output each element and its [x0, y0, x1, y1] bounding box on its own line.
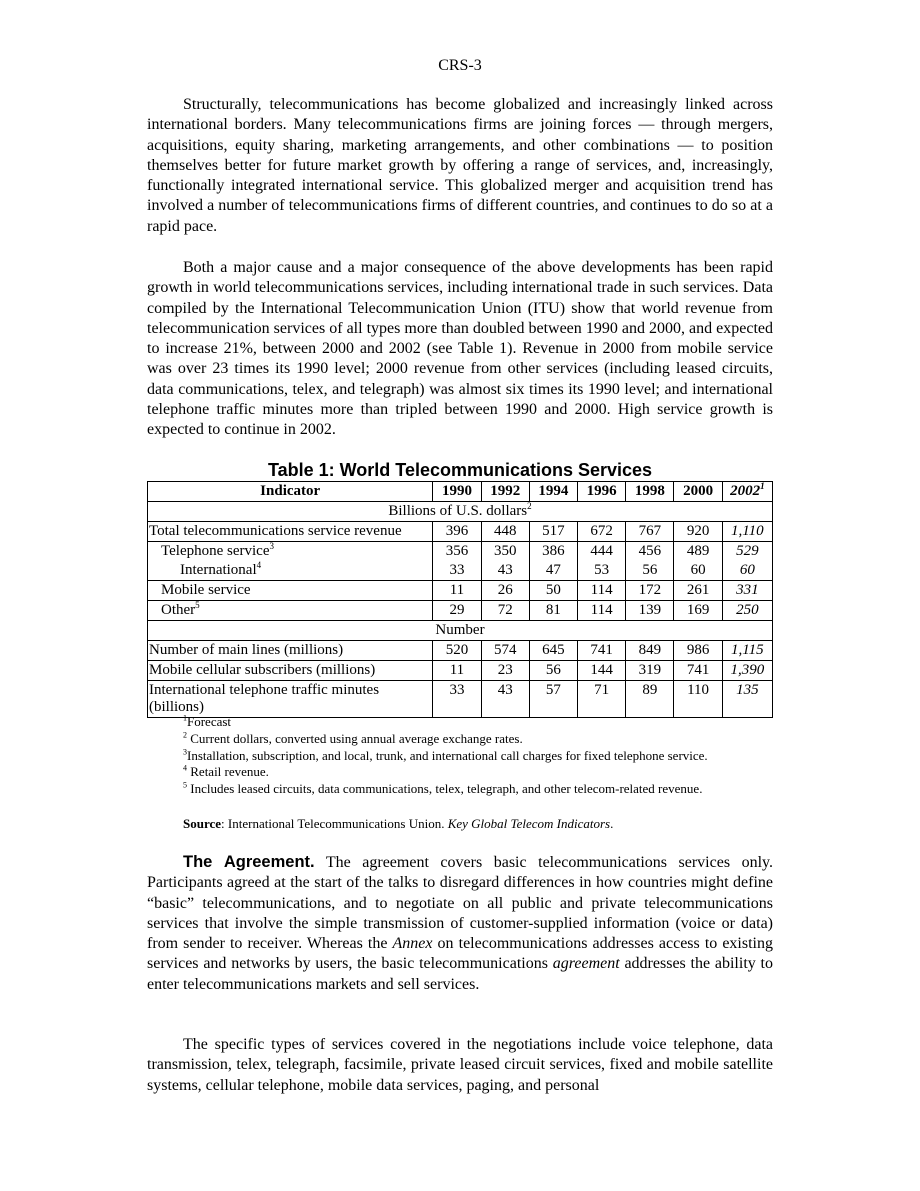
- column-header-year: 1990: [433, 482, 481, 502]
- section-label-number: Number: [148, 621, 773, 641]
- table-cell: 26: [481, 581, 529, 601]
- table-cell: 489: [674, 542, 722, 562]
- footnote: $^1$Forecast: [183, 713, 232, 729]
- paragraph-globalization: Structurally, telecommunications has become globalized and increasingly linked across international borders. Many telecommunications firms are joining forces — through mergers, acquisitions, equity sharing, marketing arrangements, and other combinations — to position themselves better for future market growth by offering a range of services, and, increasingly, functionally integrated international service. This globalized merger and acquisition trend has involved a number of telecommunications firms of different countries, and continues to do so at a rapid pace.: [147, 96, 773, 235]
- table-cell: 60: [674, 561, 722, 581]
- row-label: Mobile service: [148, 581, 433, 601]
- forecast-cell: 529: [722, 542, 772, 562]
- forecast-cell: 1,390: [722, 661, 772, 681]
- table-cell: 56: [626, 561, 674, 581]
- table-cell: 139: [626, 601, 674, 621]
- table-cell: 33: [433, 681, 481, 718]
- table-header-row: [148, 482, 773, 502]
- table-row: [148, 561, 773, 581]
- table-cell: 57: [529, 681, 577, 718]
- paragraph-agreement: The Agreement. The agreement covers basic telecommunications services only. Participants agreed at the start of the talks to disregard differences in how countries might define “basic” telecommunications, and to negotiate on all public and private telecommunications services that involve the simple transmission of customer-supplied information (voice or data) from sender to receiver. Whereas the Annex on telecommunications addresses access to existing services and networks by users, the basic telecommunications agreement addresses the ability to enter telecommunications markets and sell services.: [147, 853, 773, 993]
- row-label: Total telecommunications service revenue: [148, 522, 433, 542]
- table-cell: 986: [674, 641, 722, 661]
- table-cell: 11: [433, 661, 481, 681]
- table-cell: 53: [578, 561, 626, 581]
- table-cell: 56: [529, 661, 577, 681]
- table-cell: 319: [626, 661, 674, 681]
- forecast-cell: 331: [722, 581, 772, 601]
- row-label: Number of main lines (millions): [148, 641, 433, 661]
- agreement-heading: The Agreement.: [183, 853, 315, 871]
- footnote: $^2$ Current dollars, converted using annual average exchange rates.: [183, 730, 523, 746]
- telecom-services-table: [147, 481, 773, 718]
- table-cell: 456: [626, 542, 674, 562]
- table-cell: 43: [481, 681, 529, 718]
- footnote: $^4$ Retail revenue.: [183, 764, 269, 780]
- table-cell: 71: [578, 681, 626, 718]
- table-title: Table 1: World Telecommunications Services: [267, 460, 653, 480]
- table-row: [148, 681, 773, 718]
- table-cell: 81: [529, 601, 577, 621]
- table-cell: 172: [626, 581, 674, 601]
- row-label: International$^4$: [148, 561, 433, 581]
- table-cell: 72: [481, 601, 529, 621]
- table-row: [148, 641, 773, 661]
- table-row: [148, 581, 773, 601]
- table-cell: 448: [481, 522, 529, 542]
- table-cell: 520: [433, 641, 481, 661]
- footnote: $^3$Installation, subscription, and local, trunk, and international call charges for fixed telephone service.: [183, 747, 708, 763]
- table-footnotes: [183, 714, 783, 798]
- column-header-year: 1996: [578, 482, 626, 502]
- table-cell: 89: [626, 681, 674, 718]
- row-label: Mobile cellular subscribers (millions): [148, 661, 433, 681]
- forecast-cell: 1,115: [722, 641, 772, 661]
- table-row: [148, 522, 773, 542]
- forecast-cell: 60: [722, 561, 772, 581]
- table-cell: 114: [578, 601, 626, 621]
- table-row: [148, 542, 773, 562]
- forecast-cell: 135: [722, 681, 772, 718]
- section-label-dollars: Billions of U.S. dollars$^2$: [148, 502, 773, 522]
- table-cell: 741: [578, 641, 626, 661]
- table-cell: 169: [674, 601, 722, 621]
- paragraph-growth: Both a major cause and a major consequence of the above developments has been rapid growth in world telecommunications services, including international trade in such services. Data compiled by the International Telecommunication Union (ITU) show that world revenue from telecommunication services of all types more than doubled between 1990 and 2000, and expected to increase 21%, between 2000 and 2002 (see Table 1). Revenue in 2000 from mobile service was over 23 times its 1990 level; 2000 revenue from other services (including leased circuits, data communications, telex, and telegraph) was almost six times its 1990 level; and international telephone traffic minutes more than tripled between 1990 and 2000. High service growth is expected to continue in 2002.: [147, 259, 773, 439]
- paragraph-service-types: The specific types of services covered in the negotiations include voice telephone, data transmission, telex, telegraph, facsimile, private leased circuit services, fixed and mobile satellite systems, cellular telephone, mobile data services, paging, and personal: [147, 1036, 773, 1094]
- table-cell: 444: [578, 542, 626, 562]
- row-label: International telephone traffic minutes (billions): [148, 681, 433, 718]
- column-header-year: 1992: [481, 482, 529, 502]
- table-cell: 43: [481, 561, 529, 581]
- table-cell: 23: [481, 661, 529, 681]
- page-number-header: CRS-3: [438, 57, 482, 74]
- table-cell: 50: [529, 581, 577, 601]
- table-cell: 33: [433, 561, 481, 581]
- table-cell: 110: [674, 681, 722, 718]
- table-cell: 741: [674, 661, 722, 681]
- table-cell: 396: [433, 522, 481, 542]
- table-cell: 144: [578, 661, 626, 681]
- table-cell: 47: [529, 561, 577, 581]
- table-cell: 767: [626, 522, 674, 542]
- table-row: [148, 661, 773, 681]
- forecast-cell: 250: [722, 601, 772, 621]
- row-label: Other$^5$: [148, 601, 433, 621]
- column-header-year: 1998: [626, 482, 674, 502]
- section-row-dollars: [148, 502, 773, 522]
- table-cell: 574: [481, 641, 529, 661]
- table-cell: 672: [578, 522, 626, 542]
- table-cell: 261: [674, 581, 722, 601]
- forecast-cell: 1,110: [722, 522, 772, 542]
- table-cell: 356: [433, 542, 481, 562]
- column-header-indicator: Indicator: [148, 482, 433, 502]
- row-label: Telephone service$^3$: [148, 542, 433, 562]
- table-cell: 29: [433, 601, 481, 621]
- table-cell: 114: [578, 581, 626, 601]
- table-cell: 350: [481, 542, 529, 562]
- table-source: Source: International Telecommunications Union. Key Global Telecom Indicators.: [183, 816, 614, 831]
- table-row: [148, 601, 773, 621]
- table-cell: 517: [529, 522, 577, 542]
- column-header-forecast-year: 2002$^1$: [722, 482, 772, 502]
- section-row-number: [148, 621, 773, 641]
- table-cell: 645: [529, 641, 577, 661]
- table-cell: 11: [433, 581, 481, 601]
- table-cell: 920: [674, 522, 722, 542]
- column-header-year: 1994: [529, 482, 577, 502]
- column-header-year: 2000: [674, 482, 722, 502]
- table-cell: 849: [626, 641, 674, 661]
- table-cell: 386: [529, 542, 577, 562]
- footnote: $^5$ Includes leased circuits, data communications, telex, telegraph, and other telecom-related revenue.: [183, 780, 703, 797]
